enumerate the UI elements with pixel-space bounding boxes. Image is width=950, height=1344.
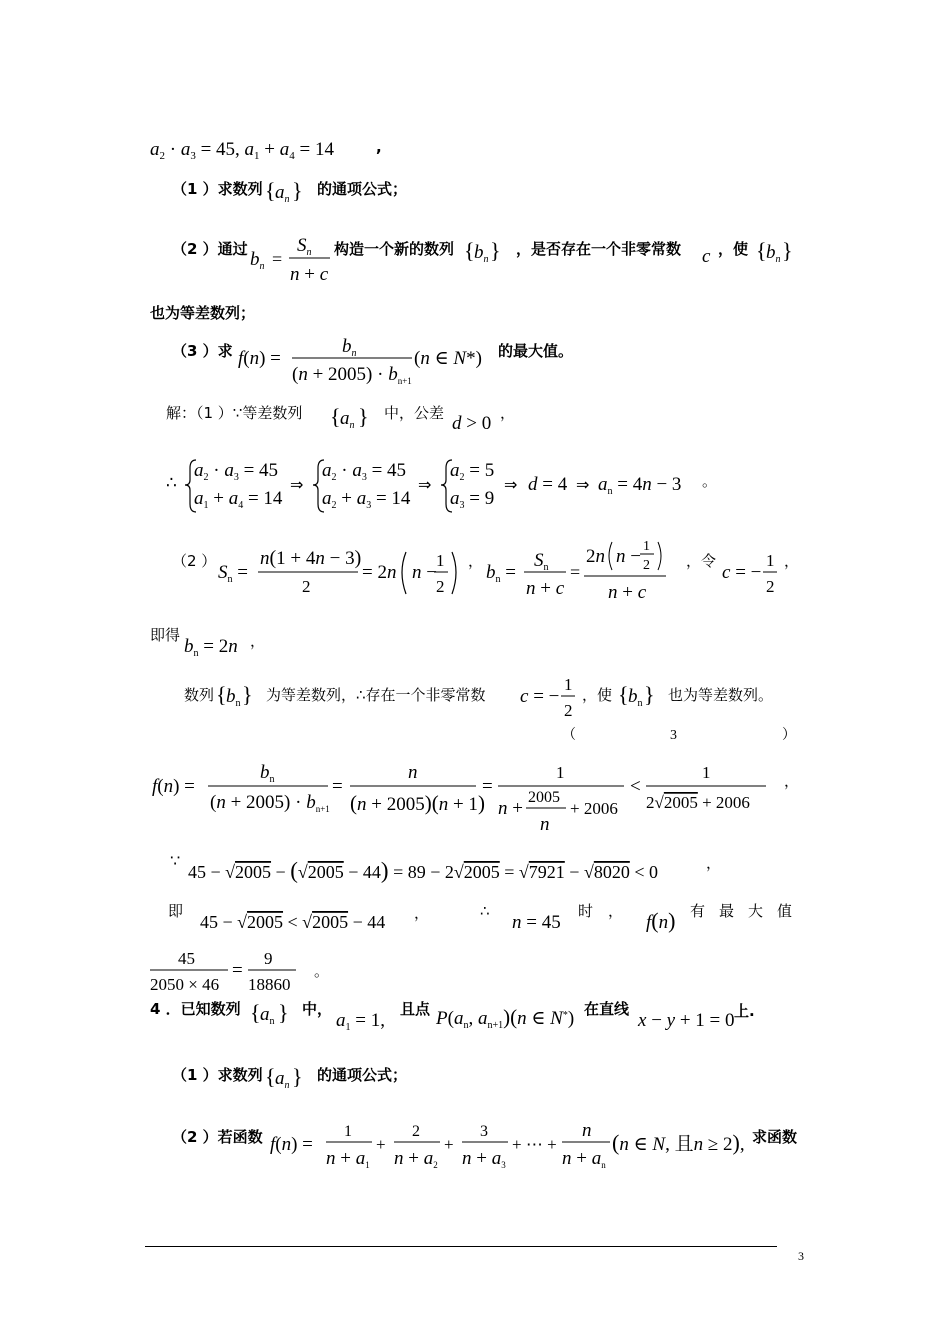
svg-text:n +: n + bbox=[498, 798, 523, 819]
svg-text:也为等差数列。: 也为等差数列。 bbox=[668, 686, 774, 704]
svg-text:n: n bbox=[408, 762, 418, 783]
svg-text:解：（1 ）∵等差数列: 解：（1 ）∵等差数列 bbox=[166, 404, 303, 422]
solution-3-value bbox=[150, 944, 350, 996]
svg-text:bn: $b_n$ bbox=[226, 686, 241, 709]
svg-text:1: 1 bbox=[556, 763, 565, 782]
svg-text:,: , bbox=[376, 138, 382, 156]
svg-text:为等差数列，∴存在一个非零常数: 为等差数列，∴存在一个非零常数 bbox=[266, 686, 486, 704]
svg-text:在直线: 在直线 bbox=[584, 1000, 630, 1018]
math-line-1 bbox=[150, 136, 390, 162]
svg-text:Sn: $S_n$ bbox=[297, 235, 312, 258]
svg-text:⇒: ⇒ bbox=[504, 475, 518, 494]
svg-text:d > 0: d > 0 bbox=[452, 413, 492, 434]
svg-text:，: ， bbox=[500, 404, 516, 422]
solution-3-compare bbox=[170, 850, 730, 886]
svg-text:3: 3 bbox=[480, 1123, 488, 1140]
svg-text:bn =: $b_n$ = bbox=[486, 562, 516, 585]
svg-text:c = −: c = − bbox=[520, 686, 560, 707]
svg-text:d = 4: d = 4 bbox=[528, 474, 568, 495]
svg-text:{: { bbox=[756, 238, 767, 263]
svg-text:a2 · a3 = 45, a1 + a4 = 14: $a_2 \cdot a_3 = 45$, $a_1 + a_4 = 14$ bbox=[150, 139, 334, 162]
svg-text:2n: 2n bbox=[586, 546, 605, 567]
svg-text:}: } bbox=[278, 1000, 289, 1025]
svg-text:=: = bbox=[482, 776, 493, 797]
problem-4-q1 bbox=[172, 1062, 432, 1098]
svg-text:(n + 2005) · bn+1: $(n + 2005) \cdot b_{n+1}$ bbox=[292, 364, 412, 386]
problem-4-q2 bbox=[172, 1118, 806, 1174]
svg-text:的通项公式；: 的通项公式； bbox=[317, 180, 408, 198]
svg-text:}: } bbox=[292, 178, 303, 203]
solution-2-result bbox=[150, 626, 290, 660]
question-2 bbox=[172, 230, 792, 290]
svg-text:{: { bbox=[618, 682, 629, 707]
svg-text:<: < bbox=[630, 776, 641, 797]
svg-text:2: 2 bbox=[766, 577, 775, 596]
question-2-cont: 也为等差数列； bbox=[150, 304, 256, 322]
svg-text:n: n bbox=[582, 1120, 592, 1141]
svg-text:a3 = 9: $a_3 = 9$ bbox=[450, 488, 495, 511]
svg-text:=: = bbox=[272, 249, 283, 269]
svg-text:}: } bbox=[292, 1064, 303, 1089]
svg-text:（3 ）求: （3 ）求 bbox=[172, 342, 233, 360]
svg-text:1: 1 bbox=[564, 675, 573, 694]
svg-text:，使: ，使 bbox=[582, 686, 613, 704]
svg-text:Sn =: $S_n$ = bbox=[218, 562, 248, 585]
svg-text:}: } bbox=[358, 404, 369, 429]
svg-text:2√2005 + 2006: 2√2005 + 2006 bbox=[646, 793, 750, 812]
svg-text:bn: $b_n$ bbox=[628, 686, 643, 709]
svg-text:{: { bbox=[265, 178, 276, 203]
svg-text:（2 ）: （2 ） bbox=[172, 552, 217, 570]
svg-text:bn: $b_n$ bbox=[766, 242, 781, 265]
svg-text:=: = bbox=[332, 776, 343, 797]
svg-text:，: ， bbox=[608, 902, 624, 920]
svg-text:，: ， bbox=[706, 854, 722, 872]
svg-text:的最大值。: 的最大值。 bbox=[498, 342, 574, 360]
svg-text:⇒: ⇒ bbox=[290, 475, 304, 494]
svg-text:1: 1 bbox=[344, 1123, 352, 1140]
svg-text:c: c bbox=[702, 246, 711, 267]
svg-text:n + a2: $n + a_2$ bbox=[394, 1148, 438, 1170]
svg-text:数列: 数列 bbox=[184, 686, 215, 704]
svg-text:an: $a_n$ bbox=[260, 1004, 275, 1027]
svg-text:4 ．已知数列: 4 ．已知数列 bbox=[150, 1000, 241, 1018]
solution-1 bbox=[166, 398, 526, 440]
svg-text:3: 3 bbox=[670, 728, 677, 743]
question-3 bbox=[172, 336, 592, 390]
svg-text:45: 45 bbox=[178, 949, 195, 968]
svg-text:2050 × 46: 2050 × 46 bbox=[150, 975, 220, 994]
svg-text:an: $a_n$ bbox=[340, 408, 355, 431]
svg-text:45 − √2005 < √2005 − 44: 45 − √2005 < √2005 − 44 bbox=[200, 912, 386, 932]
svg-text:n + c: n + c bbox=[608, 582, 647, 603]
svg-text:45 − √2005 − (√2005 − 44) = 89: 45 − √2005 − (√2005 − 44) = 89 − 2√2005 = √7921 − √8020 < 0 bbox=[188, 858, 658, 883]
svg-text:bn: $b_n$ bbox=[250, 249, 265, 272]
svg-text:1: 1 bbox=[702, 763, 711, 782]
svg-text:+: + bbox=[376, 1135, 386, 1154]
svg-text:}: } bbox=[490, 238, 501, 263]
svg-text:}: } bbox=[644, 682, 655, 707]
svg-text:）: ） bbox=[782, 727, 796, 743]
svg-text:的通项公式；: 的通项公式； bbox=[317, 1066, 408, 1084]
solution-3-function bbox=[152, 756, 802, 836]
svg-text:2: 2 bbox=[436, 577, 445, 596]
svg-text:时: 时 bbox=[578, 902, 594, 920]
svg-text:{: { bbox=[265, 1064, 276, 1089]
svg-text:(n + 2005)(n + 1): (n + 2005)(n + 1) bbox=[350, 791, 485, 815]
svg-text:(n ∈ N, 且n ≥ 2),: (n ∈ N, 且n ≥ 2), bbox=[612, 1130, 745, 1155]
svg-text:n −: n − bbox=[616, 546, 641, 567]
svg-text:，: ， bbox=[468, 552, 484, 570]
svg-text:n −: n − bbox=[412, 562, 437, 583]
svg-text:bn: $b_n$ bbox=[474, 242, 489, 265]
svg-text:（: （ bbox=[562, 727, 576, 743]
svg-text:n + a1: $n + a_1$ bbox=[326, 1148, 370, 1170]
svg-text:（1 ）求数列: （1 ）求数列 bbox=[172, 180, 263, 198]
svg-text:1: 1 bbox=[766, 551, 775, 570]
svg-text:{: { bbox=[464, 238, 475, 263]
svg-text:a1 = 1,: $a_1 = 1$, bbox=[336, 1010, 385, 1033]
svg-text:n = 45: n = 45 bbox=[512, 912, 561, 933]
svg-text:{: { bbox=[330, 404, 341, 429]
svg-text:{: { bbox=[250, 1000, 261, 1025]
svg-text:，: ， bbox=[784, 772, 800, 790]
svg-text:bn = 2n: $b_n = 2n$ bbox=[184, 636, 238, 659]
svg-text:，: ， bbox=[414, 904, 430, 922]
svg-text:1: 1 bbox=[436, 551, 445, 570]
svg-text:，: ， bbox=[250, 632, 266, 650]
svg-text:2: 2 bbox=[302, 577, 311, 596]
svg-text:，是否存在一个非零常数: ，是否存在一个非零常数 bbox=[516, 240, 682, 258]
svg-text:。: 。 bbox=[702, 472, 718, 490]
svg-text:⇒: ⇒ bbox=[418, 475, 432, 494]
svg-text:有最大值: 有最大值 bbox=[690, 902, 804, 920]
problem-4 bbox=[150, 996, 770, 1036]
svg-text:且点: 且点 bbox=[400, 1000, 431, 1018]
svg-text:，令: ，令 bbox=[686, 552, 717, 570]
svg-text:an: $a_n$ bbox=[275, 182, 290, 205]
svg-text:∴: ∴ bbox=[480, 902, 490, 920]
svg-text:(n + 2005) · bn+1: $(n + 2005) \cdot b_{n+1}$ bbox=[210, 792, 330, 814]
svg-text:n + c: n + c bbox=[526, 578, 565, 599]
svg-text:即: 即 bbox=[168, 902, 184, 920]
svg-text:（2 ）通过: （2 ）通过 bbox=[172, 240, 248, 258]
svg-text:an: $a_n$ bbox=[275, 1068, 290, 1091]
svg-text:bn: $b_n$ bbox=[342, 336, 357, 359]
solution-system bbox=[166, 452, 726, 518]
svg-text:f(n): f(n) bbox=[646, 908, 676, 933]
svg-text:+: + bbox=[444, 1135, 454, 1154]
svg-text:上.: 上. bbox=[734, 1002, 755, 1020]
svg-text:（1 ）求数列: （1 ）求数列 bbox=[172, 1066, 263, 1084]
svg-text:构造一个新的数列: 构造一个新的数列 bbox=[334, 240, 455, 258]
svg-text:a2 · a3 = 45: $a_2 \cdot a_3 = 45$ bbox=[322, 460, 407, 483]
svg-text:a2 · a3 = 45: $a_2 \cdot a_3 = 45$ bbox=[194, 460, 279, 483]
solution-3-max bbox=[168, 898, 804, 938]
svg-text:+ ⋯ +: + ⋯ + bbox=[512, 1135, 557, 1154]
svg-text:2: 2 bbox=[564, 701, 573, 720]
svg-text:c = −: c = − bbox=[722, 562, 762, 583]
svg-text:f(n) =: f(n) = bbox=[152, 776, 195, 797]
svg-text:9: 9 bbox=[264, 949, 273, 968]
svg-text:f(n) =: f(n) = bbox=[238, 348, 281, 369]
svg-text:求函数: 求函数 bbox=[752, 1128, 798, 1146]
svg-text:∵: ∵ bbox=[170, 851, 181, 870]
svg-text:，: ， bbox=[784, 552, 800, 570]
svg-text:(n ∈ N*): (n ∈ N*) bbox=[414, 348, 482, 369]
svg-text:n: n bbox=[540, 814, 550, 835]
svg-text:中，: 中， bbox=[302, 1000, 333, 1018]
svg-text:bn: $b_n$ bbox=[260, 762, 275, 785]
svg-text:2005: 2005 bbox=[528, 789, 560, 806]
svg-text:x − y + 1 = 0: x − y + 1 = 0 bbox=[638, 1010, 735, 1031]
solution-3-heading bbox=[562, 724, 802, 744]
footer-rule bbox=[145, 1246, 777, 1247]
svg-text:Sn: $S_n$ bbox=[534, 550, 549, 573]
svg-text:= 2n: = 2n bbox=[362, 562, 397, 583]
svg-text:1: 1 bbox=[643, 539, 650, 554]
svg-text:a2 + a3 = 14: $a_2 + a_3 = 14$ bbox=[322, 488, 411, 511]
svg-text:中，公差: 中，公差 bbox=[384, 404, 445, 422]
svg-text:a1 + a4 = 14: $a_1 + a_4 = 14$ bbox=[194, 488, 283, 511]
svg-text:}: } bbox=[782, 238, 792, 263]
svg-text:n + c: n + c bbox=[290, 264, 329, 285]
svg-text:=: = bbox=[570, 562, 581, 582]
svg-text:∴: ∴ bbox=[166, 473, 177, 493]
svg-text:n + an: $n + a_n$ bbox=[562, 1148, 606, 1170]
svg-text:。: 。 bbox=[314, 962, 330, 980]
svg-text:2: 2 bbox=[412, 1123, 420, 1140]
svg-text:n + a3: $n + a_3$ bbox=[462, 1148, 506, 1170]
svg-text:P(an, an+1)(n ∈ N*): $P(a_n$, $a_{n+1})(n$ ∈ N*) bbox=[436, 1005, 575, 1031]
svg-text:}: } bbox=[242, 682, 253, 707]
svg-text:f(n) =: f(n) = bbox=[270, 1134, 313, 1155]
svg-text:a2 = 5: $a_2 = 5$ bbox=[450, 460, 495, 483]
page-number: 3 bbox=[798, 1249, 804, 1263]
svg-text:⇒: ⇒ bbox=[576, 475, 590, 494]
text-line bbox=[150, 136, 390, 162]
solution-2-conclusion bbox=[184, 672, 784, 722]
svg-text:即得: 即得 bbox=[150, 626, 181, 644]
svg-text:n(1 + 4n − 3): n(1 + 4n − 3) bbox=[260, 547, 362, 569]
question-1 bbox=[172, 176, 432, 212]
solution-2 bbox=[172, 538, 802, 614]
svg-text:2: 2 bbox=[643, 558, 650, 573]
svg-text:18860: 18860 bbox=[248, 975, 291, 994]
svg-text:=: = bbox=[232, 960, 243, 981]
svg-text:+ 2006: + 2006 bbox=[570, 799, 618, 818]
svg-text:an = 4n − 3: $a_n = 4n - 3$ bbox=[598, 474, 682, 497]
svg-text:{: { bbox=[216, 682, 227, 707]
svg-text:（2 ）若函数: （2 ）若函数 bbox=[172, 1128, 263, 1146]
svg-text:，使: ，使 bbox=[718, 240, 749, 258]
